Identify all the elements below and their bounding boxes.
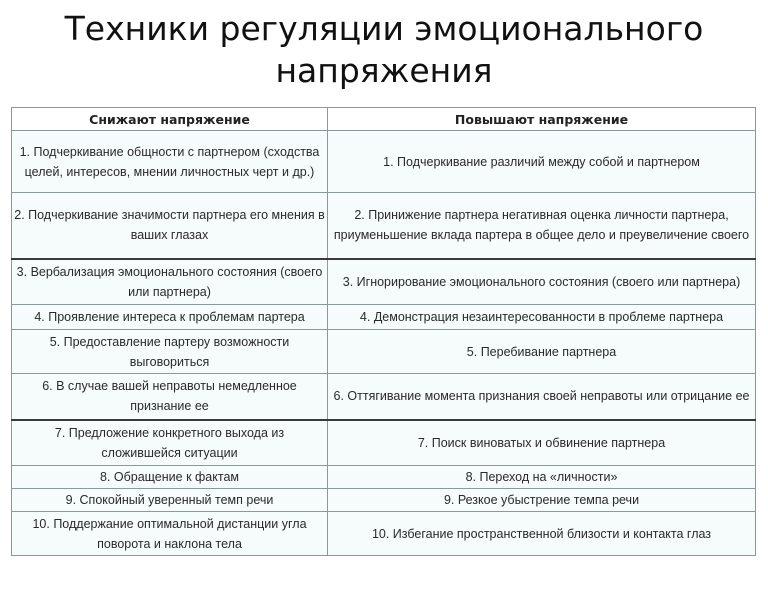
table-header-row	[12, 108, 756, 131]
reduce-cell: 2. Подчеркивание значимости партнера его мнения в ваших глазах	[12, 193, 328, 259]
increase-cell: 4. Демонстрация незаинтересованности в проблеме партнера	[328, 305, 756, 330]
reduce-cell: 1. Подчеркивание общности с партнером (сходства целей, интересов, мнении личностных черт и др.)	[12, 131, 328, 193]
increase-cell: 6. Оттягивание момента признания своей неправоты или отрицание ее	[328, 374, 756, 420]
table-row	[12, 374, 756, 420]
table-row	[12, 193, 756, 259]
reduce-cell: 10. Поддержание оптимальной дистанции угла поворота и наклона тела	[12, 512, 328, 556]
increase-cell: 2. Принижение партнера негативная оценка личности партнера, приуменьшение вклада партера в общее дело и преувеличение своего	[328, 193, 756, 259]
table-row	[12, 259, 756, 305]
table-row	[12, 420, 756, 466]
increase-cell: 5. Перебивание партнера	[328, 330, 756, 374]
table-row	[12, 512, 756, 556]
reduce-cell: 4. Проявление интереса к проблемам партера	[12, 305, 328, 330]
page-title: Техники регуляции эмоционального напряжения	[64, 9, 704, 90]
header-increase-tension: Повышают напряжение	[328, 108, 756, 131]
reduce-cell: 6. В случае вашей неправоты немедленное признание ее	[12, 374, 328, 420]
table-row	[12, 305, 756, 330]
reduce-cell: 8. Обращение к фактам	[12, 466, 328, 489]
techniques-table-container	[11, 107, 755, 556]
table-row	[12, 330, 756, 374]
increase-cell: 1. Подчеркивание различий между собой и партнером	[328, 131, 756, 193]
increase-cell: 8. Переход на «личности»	[328, 466, 756, 489]
table-row	[12, 131, 756, 193]
increase-cell: 9. Резкое убыстрение темпа речи	[328, 489, 756, 512]
increase-cell: 3. Игнорирование эмоционального состояния (своего или партнера)	[328, 259, 756, 305]
techniques-table	[11, 107, 756, 556]
reduce-cell: 5. Предоставление партеру возможности выговориться	[12, 330, 328, 374]
reduce-cell: 7. Предложение конкретного выхода из сложившейся ситуации	[12, 420, 328, 466]
reduce-cell: 3. Вербализация эмоционального состояния (своего или партнера)	[12, 259, 328, 305]
header-reduce-tension: Снижают напряжение	[12, 108, 328, 131]
increase-cell: 10. Избегание пространственной близости и контакта глаз	[328, 512, 756, 556]
increase-cell: 7. Поиск виноватых и обвинение партнера	[328, 420, 756, 466]
reduce-cell: 9. Спокойный уверенный темп речи	[12, 489, 328, 512]
table-row	[12, 466, 756, 489]
table-row	[12, 489, 756, 512]
